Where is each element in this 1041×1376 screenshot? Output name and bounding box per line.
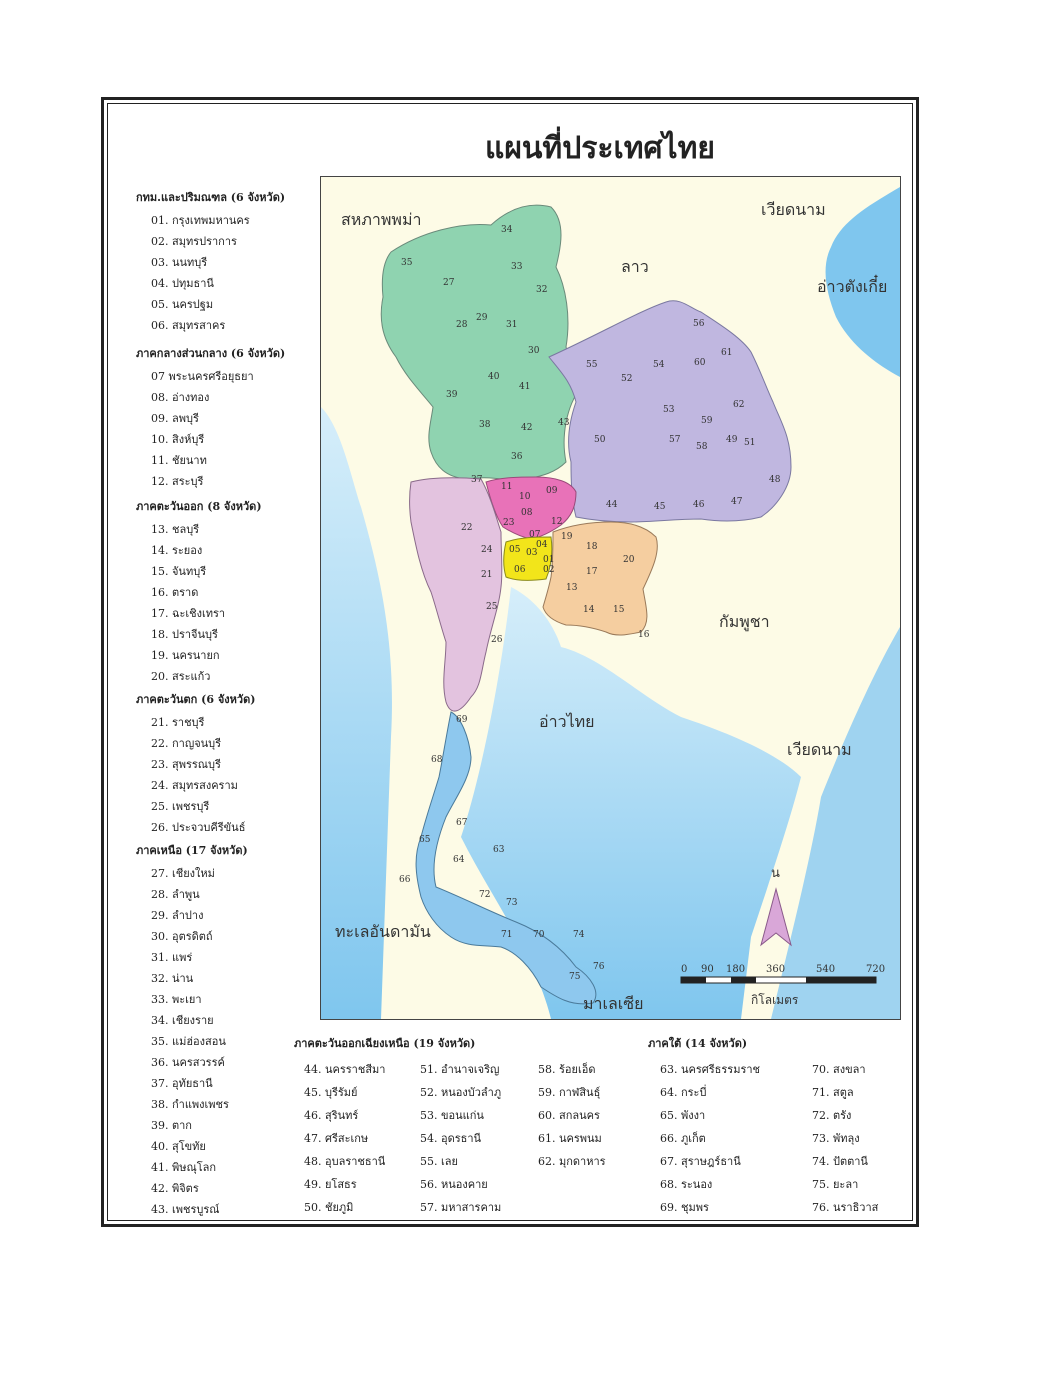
legend-item: 24. สมุทรสงคราม (151, 779, 238, 792)
legend-item: 20. สระแก้ว (151, 670, 211, 683)
province-number-10: 10 (519, 492, 531, 502)
label-cambodia: กัมพูชา (719, 612, 770, 631)
legend-item: 66. ภูเก็ต (660, 1132, 706, 1145)
legend-item: 23. สุพรรณบุรี (151, 758, 221, 771)
province-number-56: 56 (693, 319, 705, 329)
legend-item: 30. อุตรดิตถ์ (151, 930, 213, 943)
province-number-41: 41 (519, 382, 531, 392)
legend-item: 06. สมุทรสาคร (151, 319, 226, 332)
province-number-43: 43 (558, 418, 570, 428)
legend-item: 59. กาฬสินธุ์ (538, 1086, 601, 1099)
province-number-61: 61 (721, 348, 733, 358)
legend-item: 60. สกลนคร (538, 1109, 600, 1122)
legend-item: 35. แม่ฮ่องสอน (151, 1035, 226, 1048)
legend-item: 03. นนทบุรี (151, 256, 208, 269)
legend-heading-west: ภาคตะวันตก (6 จังหวัด) (136, 693, 256, 706)
legend-item: 04. ปทุมธานี (151, 277, 214, 290)
legend-item: 74. ปัตตานี (812, 1155, 868, 1168)
legend-item: 71. สตูล (812, 1086, 854, 1099)
legend-item: 05. นครปฐม (151, 298, 214, 311)
legend-item: 17. ฉะเชิงเทรา (151, 607, 226, 620)
province-number-12: 12 (551, 517, 563, 527)
province-number-65: 65 (419, 835, 431, 845)
legend-item: 21. ราชบุรี (151, 716, 205, 729)
province-number-44: 44 (606, 500, 618, 510)
province-number-31: 31 (506, 320, 518, 330)
legend-item: 69. ชุมพร (660, 1201, 709, 1214)
province-number-73: 73 (506, 898, 518, 908)
legend-item: 51. อำนาจเจริญ (420, 1063, 500, 1076)
label-vietnam-north: เวียดนาม (761, 200, 826, 219)
legend-item: 63. นครศรีธรรมราช (660, 1063, 760, 1076)
gulf-of-thailand (461, 587, 801, 1019)
province-number-15: 15 (613, 605, 625, 615)
province-number-64: 64 (453, 855, 465, 865)
province-number-74: 74 (573, 930, 585, 940)
province-number-75: 75 (569, 972, 581, 982)
legend-heading-north: ภาคเหนือ (17 จังหวัด) (136, 844, 248, 857)
province-number-67: 67 (456, 818, 468, 828)
province-number-07: 07 (529, 530, 541, 540)
province-number-72: 72 (479, 890, 491, 900)
province-number-18: 18 (586, 542, 598, 552)
legend-item: 49. ยโสธร (304, 1178, 357, 1191)
label-vietnam-south: เวียดนาม (787, 740, 852, 759)
legend-item: 53. ขอนแก่น (420, 1109, 484, 1122)
legend-item: 38. กำแพงเพชร (151, 1098, 229, 1111)
province-number-06: 06 (514, 565, 526, 575)
province-number-66: 66 (399, 875, 411, 885)
province-number-42: 42 (521, 423, 533, 433)
legend-item: 67. สุราษฎร์ธานี (660, 1155, 741, 1168)
province-number-39: 39 (446, 390, 458, 400)
legend-item: 11. ชัยนาท (151, 454, 207, 467)
legend-heading-east: ภาคตะวันออก (8 จังหวัด) (136, 500, 262, 513)
legend-item: 76. นราธิวาส (812, 1201, 879, 1214)
scale-unit: กิโลเมตร (751, 993, 799, 1007)
province-number-28: 28 (456, 320, 468, 330)
legend-item: 14. ระยอง (151, 544, 203, 557)
legend-item: 08. อ่างทอง (151, 391, 210, 404)
province-number-13: 13 (566, 583, 578, 593)
legend-item: 45. บุรีรัมย์ (304, 1086, 358, 1099)
legend-item: 40. สุโขทัย (151, 1140, 206, 1153)
legend-item: 07 พระนครศรีอยุธยา (151, 370, 254, 383)
legend-item: 12. สระบุรี (151, 475, 204, 488)
province-number-03: 03 (526, 548, 538, 558)
province-number-63: 63 (493, 845, 505, 855)
province-number-25: 25 (486, 602, 498, 612)
scale-tick-label: 720 (866, 964, 886, 975)
province-number-01: 01 (543, 555, 555, 565)
legend-item: 25. เพชรบุรี (151, 800, 210, 813)
legend-item: 33. พะเยา (151, 993, 202, 1006)
province-number-70: 70 (533, 930, 545, 940)
legend-item: 54. อุดรธานี (420, 1132, 482, 1145)
province-number-29: 29 (476, 313, 488, 323)
province-number-14: 14 (583, 605, 595, 615)
province-number-54: 54 (653, 360, 665, 370)
legend-item: 44. นครราชสีมา (304, 1063, 386, 1076)
province-number-11: 11 (501, 482, 513, 492)
province-number-49: 49 (726, 435, 738, 445)
legend-item: 10. สิงห์บุรี (151, 433, 205, 446)
label-gulf-thailand: อ่าวไทย (539, 712, 595, 731)
legend-item: 52. หนองบัวลำภู (420, 1086, 502, 1099)
scale-tick-label: 90 (701, 964, 714, 975)
legend-item: 15. จันทบุรี (151, 565, 207, 578)
legend-item: 57. มหาสารคาม (420, 1201, 502, 1214)
province-number-47: 47 (731, 497, 743, 507)
province-number-35: 35 (401, 258, 413, 268)
label-malaysia: มาเลเซีย (583, 994, 644, 1013)
legend-item: 65. พังงา (660, 1109, 706, 1122)
province-number-20: 20 (623, 555, 635, 565)
region-north (381, 205, 582, 482)
legend-heading-south: ภาคใต้ (14 จังหวัด) (648, 1037, 748, 1050)
label-laos: ลาว (621, 257, 649, 276)
legend-item: 55. เลย (420, 1155, 458, 1168)
legend-item: 50. ชัยภูมิ (304, 1201, 354, 1214)
province-number-50: 50 (594, 435, 606, 445)
legend-item: 73. พัทลุง (812, 1132, 860, 1145)
legend-item: 32. น่าน (151, 972, 194, 985)
legend-item: 36. นครสวรรค์ (151, 1056, 225, 1069)
province-number-09: 09 (546, 486, 558, 496)
province-number-17: 17 (586, 567, 598, 577)
south-china-sea (771, 627, 900, 1019)
province-number-40: 40 (488, 372, 500, 382)
province-number-51: 51 (744, 438, 756, 448)
province-number-05: 05 (509, 545, 521, 555)
province-number-69: 69 (456, 715, 468, 725)
scale-tick-label: 0 (681, 964, 688, 975)
province-number-27: 27 (443, 278, 455, 288)
province-number-08: 08 (521, 508, 533, 518)
legend-item: 13. ชลบุรี (151, 523, 200, 536)
legend-heading-central: ภาคกลางส่วนกลาง (6 จังหวัด) (136, 347, 286, 360)
legend-item: 22. กาญจนบุรี (151, 737, 222, 750)
province-number-22: 22 (461, 523, 473, 533)
legend-heading-bangkok: กทม.และปริมณฑล (6 จังหวัด) (136, 191, 286, 204)
page-title: แผนที่ประเทศไทย (485, 131, 715, 166)
legend-heading-northeast: ภาคตะวันออกเฉียงเหนือ (19 จังหวัด) (294, 1037, 476, 1050)
province-number-21: 21 (481, 570, 493, 580)
map-panel (320, 176, 901, 1020)
north-arrow-label: น (771, 866, 780, 881)
province-number-55: 55 (586, 360, 598, 370)
province-number-32: 32 (536, 285, 548, 295)
province-number-33: 33 (511, 262, 523, 272)
province-number-59: 59 (701, 416, 713, 426)
legend-item: 48. อุบลราชธานี (304, 1155, 386, 1168)
legend-item: 62. มุกดาหาร (538, 1155, 606, 1168)
province-number-23: 23 (503, 518, 515, 528)
legend-item: 02. สมุทรปราการ (151, 235, 237, 248)
province-number-34: 34 (501, 225, 513, 235)
legend-item: 28. ลำพูน (151, 888, 200, 901)
legend-item: 43. เพชรบูรณ์ (151, 1203, 220, 1216)
province-number-58: 58 (696, 442, 708, 452)
legend-item: 26. ประจวบคีรีขันธ์ (151, 821, 246, 834)
scale-tick-label: 180 (726, 964, 746, 975)
province-number-53: 53 (663, 405, 675, 415)
province-number-02: 02 (543, 565, 555, 575)
legend-item: 47. ศรีสะเกษ (304, 1132, 369, 1145)
legend-item: 75. ยะลา (812, 1178, 859, 1191)
province-number-16: 16 (638, 630, 650, 640)
province-number-45: 45 (654, 502, 666, 512)
legend-item: 68. ระนอง (660, 1178, 713, 1191)
label-gulf-tonkin: อ่าวตังเกี๋ย (817, 277, 888, 296)
province-number-68: 68 (431, 755, 443, 765)
legend-item: 34. เชียงราย (151, 1014, 214, 1027)
province-number-37: 37 (471, 475, 483, 485)
province-number-48: 48 (769, 475, 781, 485)
legend-item: 01. กรุงเทพมหานคร (151, 214, 250, 227)
province-number-60: 60 (694, 358, 706, 368)
legend-item: 37. อุทัยธานี (151, 1077, 213, 1090)
province-number-62: 62 (733, 400, 745, 410)
province-number-04: 04 (536, 540, 548, 550)
legend-item: 18. ปราจีนบุรี (151, 628, 218, 641)
legend-item: 70. สงขลา (812, 1063, 866, 1076)
legend-item: 27. เชียงใหม่ (151, 867, 215, 880)
legend-item: 61. นครพนม (538, 1132, 602, 1145)
legend-item: 56. หนองคาย (420, 1178, 488, 1191)
province-number-30: 30 (528, 346, 540, 356)
legend-item: 09. ลพบุรี (151, 412, 199, 425)
label-andaman: ทะเลอันดามัน (335, 922, 431, 941)
legend-item: 64. กระบี่ (660, 1086, 707, 1099)
legend-item: 41. พิษณุโลก (151, 1161, 217, 1174)
label-myanmar: สหภาพพม่า (341, 210, 422, 229)
province-number-57: 57 (669, 435, 681, 445)
legend-item: 16. ตราด (151, 586, 199, 599)
province-number-38: 38 (479, 420, 491, 430)
thailand-map (321, 177, 900, 1019)
province-number-36: 36 (511, 452, 523, 462)
north-arrow-icon (761, 889, 791, 945)
legend-item: 19. นครนายก (151, 649, 220, 662)
province-number-26: 26 (491, 635, 503, 645)
legend-item: 58. ร้อยเอ็ด (538, 1063, 596, 1076)
province-number-24: 24 (481, 545, 493, 555)
province-number-71: 71 (501, 930, 513, 940)
province-number-46: 46 (693, 500, 705, 510)
legend-item: 46. สุรินทร์ (304, 1109, 359, 1122)
legend-item: 29. ลำปาง (151, 909, 204, 922)
province-number-19: 19 (561, 532, 573, 542)
legend-item: 42. พิจิตร (151, 1182, 199, 1195)
scale-tick-label: 360 (766, 964, 786, 975)
region-west (410, 478, 502, 711)
legend-item: 72. ตรัง (812, 1109, 852, 1122)
legend-item: 39. ตาก (151, 1119, 192, 1132)
province-number-52: 52 (621, 374, 633, 384)
scale-tick-label: 540 (816, 964, 836, 975)
legend-item: 31. แพร่ (151, 951, 193, 964)
province-number-76: 76 (593, 962, 605, 972)
